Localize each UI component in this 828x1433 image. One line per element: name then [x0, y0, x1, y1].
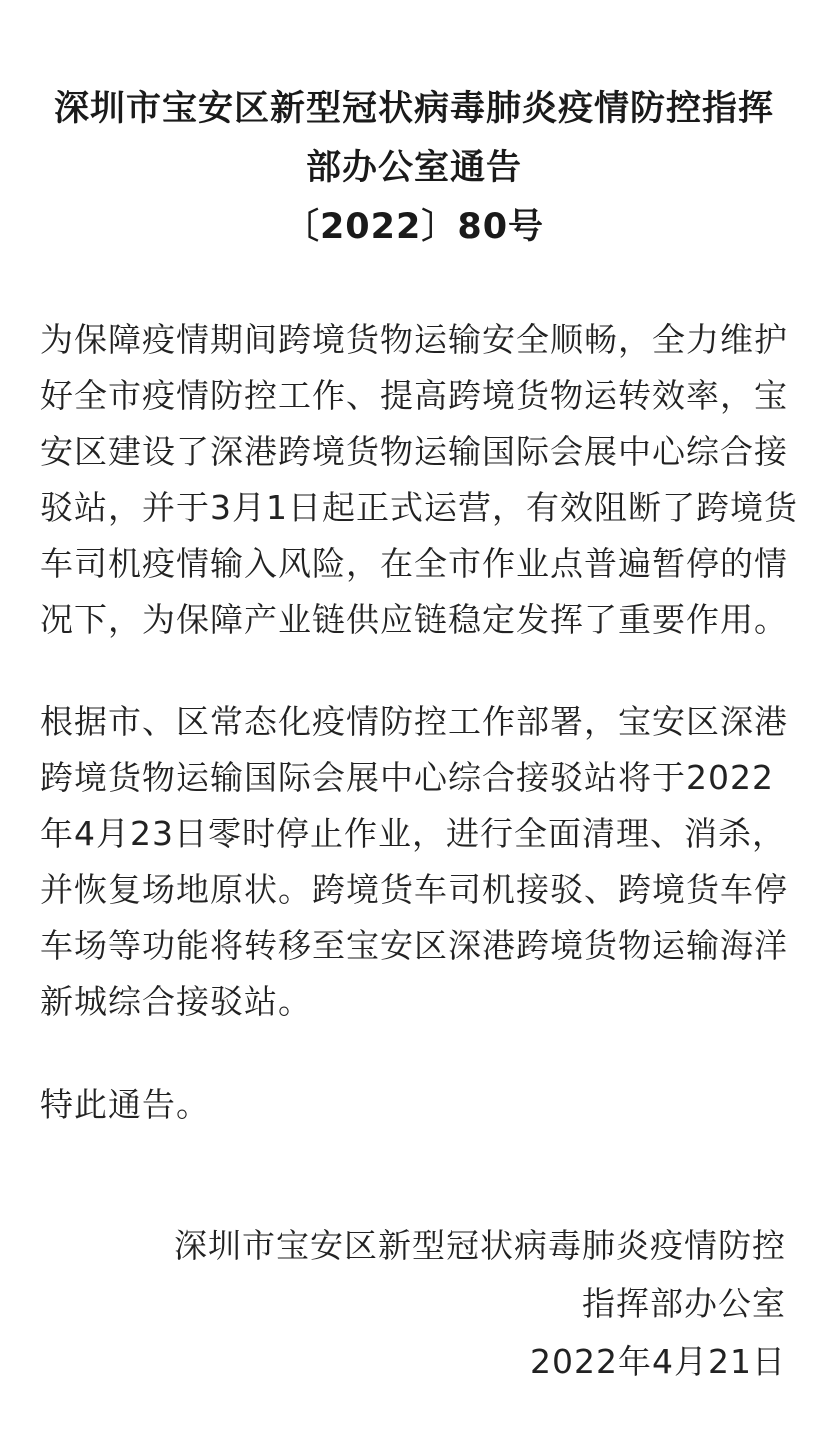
paragraph-line: 驳站，并于3月1日起正式运营，有效阻断了跨境货 — [40, 488, 798, 527]
paragraph-line: 安区建设了深港跨境货物运输国际会展中心综合接 — [40, 432, 788, 471]
title-line-2: 部办公室通告 — [305, 148, 522, 188]
paragraph-line: 车司机疫情输入风险，在全市作业点普遍暂停的情 — [40, 544, 788, 583]
paragraph-1 — [40, 312, 798, 648]
paragraph-line: 新城综合接驳站。 — [40, 982, 312, 1021]
paragraph-line: 好全市疫情防控工作、提高跨境货物运转效率，宝 — [40, 376, 788, 415]
paragraph-line: 根据市、区常态化疫情防控工作部署，宝安区深港 — [40, 702, 788, 741]
signature-org-line-1: 深圳市宝安区新型冠状病毒肺炎疫情防控 — [174, 1226, 786, 1265]
paragraph-line: 并恢复场地原状。跨境货车司机接驳、跨境货车停 — [40, 870, 788, 909]
signature-date: 2022年4月21日 — [530, 1342, 786, 1381]
title-line-1: 深圳市宝安区新型冠状病毒肺炎疫情防控指挥 — [53, 89, 774, 129]
paragraph-line: 况下，为保障产业链供应链稳定发挥了重要作用。 — [40, 600, 788, 639]
paragraph-line: 年4月23日零时停止作业，进行全面清理、消杀， — [40, 814, 786, 853]
notice-title — [40, 80, 788, 257]
closing-line: 特此通告。 — [40, 1085, 210, 1124]
paragraph-2 — [40, 694, 790, 1030]
closing-paragraph — [40, 1077, 790, 1133]
signature-block — [66, 1217, 786, 1391]
document-number: 〔2022〕80号 — [283, 207, 545, 247]
paragraph-line: 车场等功能将转移至宝安区深港跨境货物运输海洋 — [40, 926, 788, 965]
paragraph-line: 跨境货物运输国际会展中心综合接驳站将于2022 — [40, 758, 774, 797]
paragraph-line: 为保障疫情期间跨境货物运输安全顺畅，全力维护 — [40, 320, 788, 359]
signature-org-line-2: 指挥部办公室 — [582, 1284, 786, 1323]
